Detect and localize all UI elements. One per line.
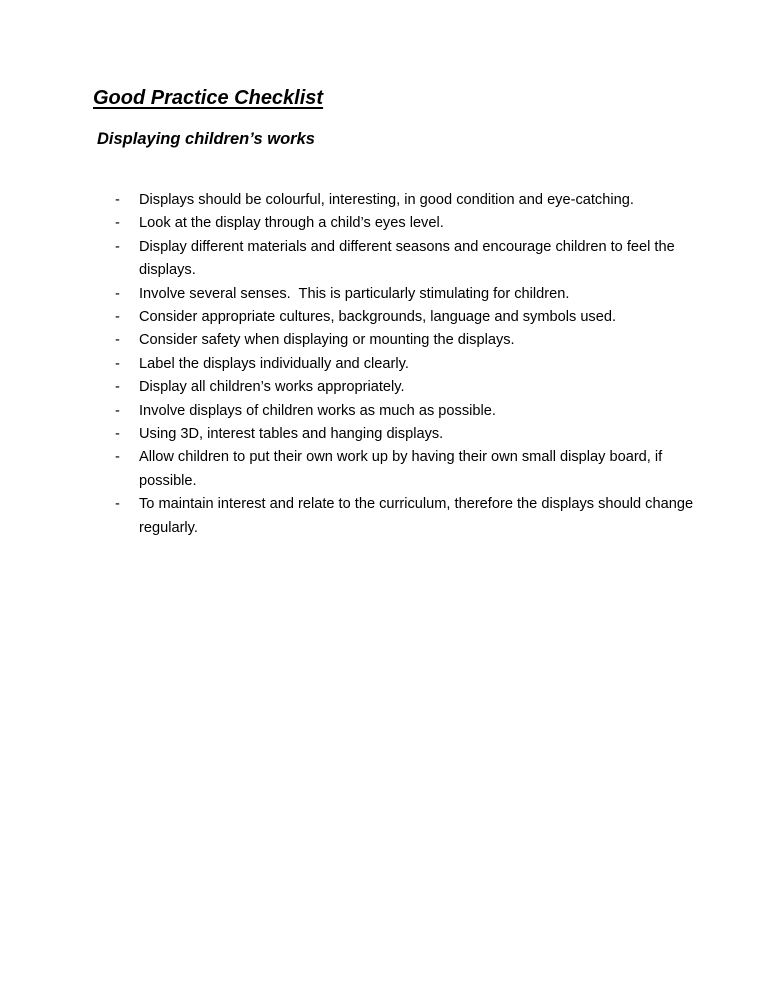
list-item-text: Display all children’s works appropriately.: [139, 379, 405, 396]
list-item-text: Displays should be colourful, interesting, in good condition and eye-catching.: [139, 192, 634, 208]
list-item-text: Using 3D, interest tables and hanging displays.: [139, 426, 444, 443]
list-item-text: Look at the display through a child’s eyes level.: [139, 215, 444, 232]
bullet-dash: -: [115, 426, 120, 443]
list-item: [0, 493, 699, 540]
list-item: [0, 329, 699, 352]
bullet-dash: -: [115, 379, 120, 396]
list-item-text: To maintain interest and relate to the curriculum, therefore the displays should change regularly.: [139, 496, 694, 536]
bullet-dash: -: [115, 496, 120, 513]
bullet-dash: -: [115, 449, 120, 466]
checklist: [0, 189, 768, 540]
list-item-text: Involve displays of children works as much as possible.: [139, 402, 496, 419]
list-item-text: Allow children to put their own work up by having their own small display board, if possible.: [139, 449, 663, 489]
section-subtitle: Displaying children’s works: [97, 130, 315, 148]
list-item-text: Consider safety when displaying or mounting the displays.: [139, 332, 515, 349]
list-item: [0, 376, 699, 399]
list-item: [0, 283, 699, 306]
bullet-dash: -: [115, 192, 120, 208]
list-item: [0, 189, 699, 212]
bullet-dash: -: [115, 309, 120, 326]
bullet-dash: -: [115, 355, 120, 372]
list-item: [0, 400, 699, 423]
bullet-dash: -: [115, 238, 120, 255]
list-item: [0, 212, 699, 235]
bullet-dash: -: [115, 402, 120, 419]
list-item-text: Display different materials and different seasons and encourage children to feel the displays.: [139, 238, 675, 279]
list-item: [0, 236, 699, 283]
list-item: [0, 353, 699, 376]
bullet-dash: -: [115, 285, 120, 302]
list-item: [0, 446, 699, 493]
list-item-text: Involve several senses. This is particularly stimulating for children.: [139, 285, 570, 302]
list-item: [0, 306, 699, 329]
list-item-text: Consider appropriate cultures, backgrounds, language and symbols used.: [139, 309, 617, 326]
bullet-dash: -: [115, 215, 120, 232]
list-item: [0, 423, 699, 446]
bullet-dash: -: [115, 332, 120, 349]
list-item-text: Label the displays individually and clearly.: [139, 355, 409, 372]
page-title: Good Practice Checklist: [93, 87, 324, 109]
